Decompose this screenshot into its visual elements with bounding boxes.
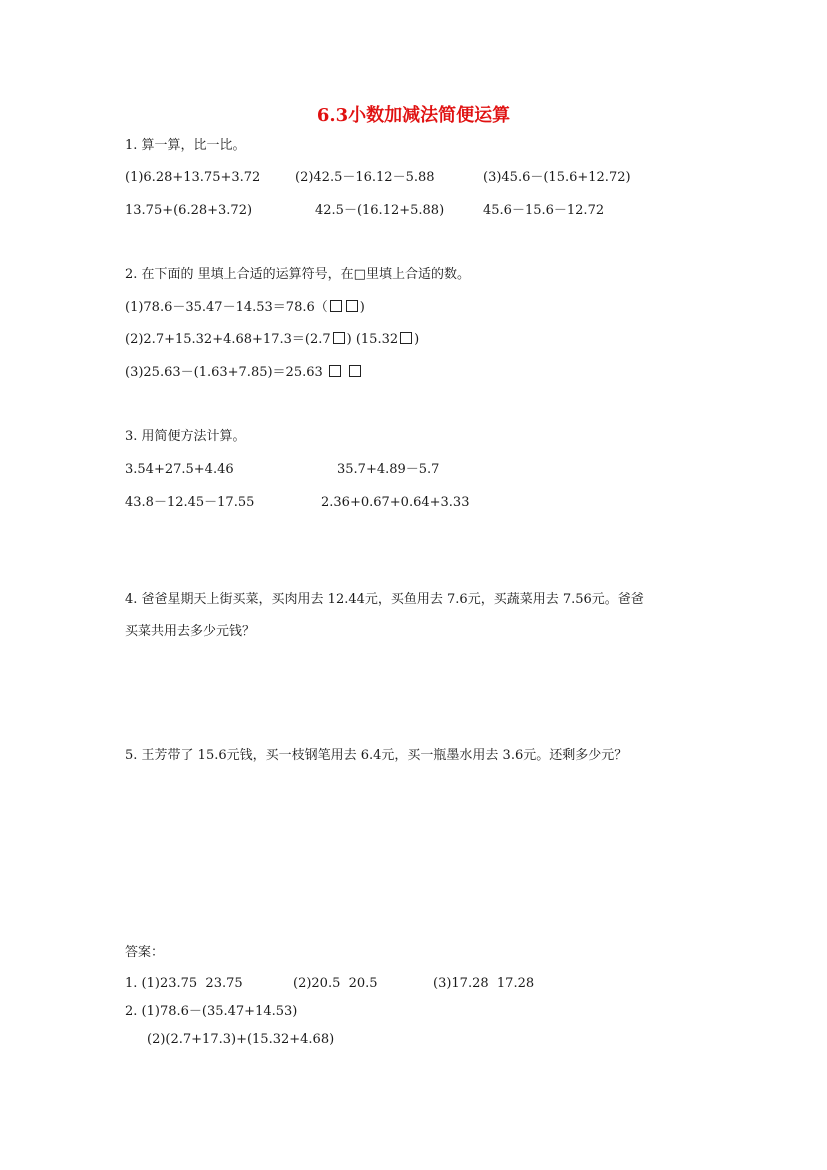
answer-box[interactable] [329, 365, 341, 377]
answer-1-part-3: (3)17.28 17.28 [433, 976, 535, 991]
answer-box[interactable] [333, 332, 345, 344]
question-5-line-1: 5. 王芳带了 15.6元钱，买一枝钢笔用去 6.4元，买一瓶墨水用去 3.6元。还剩多少元？ [125, 748, 628, 763]
q1-expr-3: (3)45.6－(15.6+12.72) [483, 170, 631, 185]
q2-item-2: (2)2.7+15.32+4.68+17.3＝(2.7 ) (15.32 ) [125, 332, 420, 347]
answer-1-part-2: (2)20.5 20.5 [293, 976, 378, 991]
q1-expr-4: 13.75+(6.28+3.72) [125, 203, 253, 218]
question-3-heading: 3. 用简便方法计算。 [125, 429, 246, 444]
question-4-line-2: 买菜共用去多少元钱？ [125, 624, 256, 639]
q3-expr-3: 43.8－12.45－17.55 [125, 495, 255, 510]
q1-expr-2: (2)42.5－16.12－5.88 [295, 170, 435, 185]
q3-expr-4: 2.36+0.67+0.64+3.33 [321, 495, 470, 510]
answer-2-part-1: 2. (1)78.6－(35.47+14.53) [125, 1004, 298, 1019]
q3-expr-2: 35.7+4.89－5.7 [337, 462, 440, 477]
answer-1-part-1: 1. (1)23.75 23.75 [125, 976, 243, 991]
question-2-heading: 2. 在下面的 里填上合适的运算符号，在□里填上合适的数。 [125, 267, 470, 282]
answer-box[interactable] [349, 365, 361, 377]
question-4-line-1: 4. 爸爸星期天上街买菜，买肉用去 12.44元，买鱼用去 7.6元，买蔬菜用去 7.56元。爸爸 [125, 592, 644, 607]
answers-heading: 答案： [125, 945, 165, 960]
question-1-heading: 1. 算一算，比一比。 [125, 138, 246, 153]
answer-box[interactable] [400, 332, 412, 344]
q3-expr-1: 3.54+27.5+4.46 [125, 462, 234, 477]
q1-expr-1: (1)6.28+13.75+3.72 [125, 170, 261, 185]
answer-2-part-2: (2)(2.7+17.3)+(15.32+4.68) [147, 1032, 335, 1047]
q1-expr-5: 42.5－(16.12+5.88) [315, 203, 445, 218]
answer-box[interactable] [346, 300, 358, 312]
q1-expr-6: 45.6－15.6－12.72 [483, 203, 605, 218]
page-title: 6.3小数加减法简便运算 [316, 105, 511, 126]
q2-item-1: (1)78.6－35.47－14.53＝78.6（ ) [125, 300, 365, 315]
q2-item-3: (3)25.63－(1.63+7.85)＝25.63 [125, 365, 363, 381]
answer-box[interactable] [330, 300, 342, 312]
